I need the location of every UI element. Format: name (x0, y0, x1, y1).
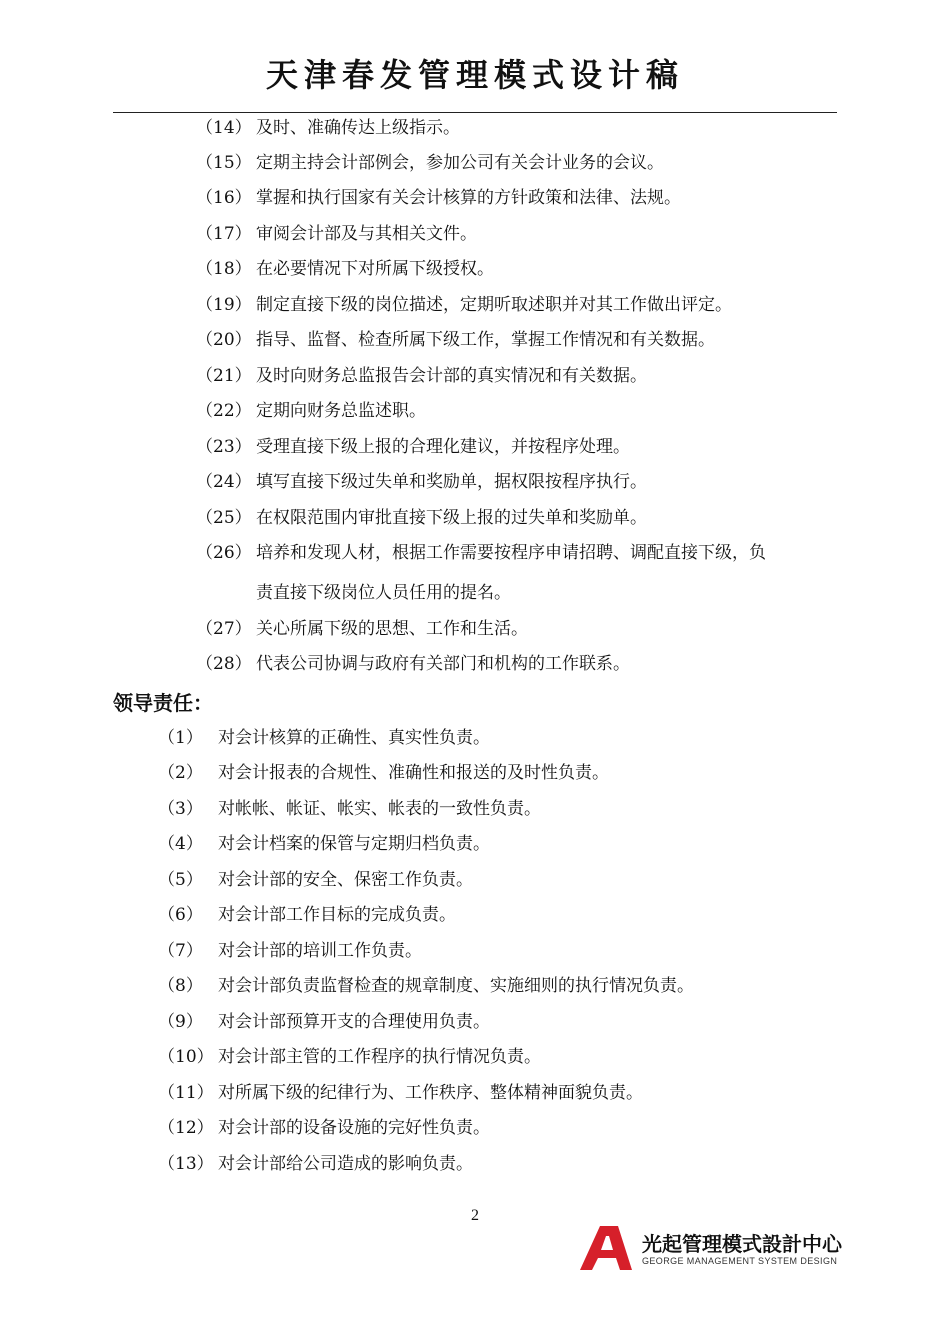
item-number: （8） (158, 976, 203, 996)
item-number: （16） (196, 188, 252, 208)
item-text: 对会计部主管的工作程序的执行情况负责。 (218, 1047, 541, 1067)
item-number: （10） (158, 1047, 214, 1067)
item-text: 对会计部工作目标的完成负责。 (218, 905, 456, 925)
item-number: （23） (196, 437, 252, 457)
item-number: （22） (196, 401, 252, 421)
item-text: 对会计部给公司造成的影响负责。 (218, 1154, 473, 1174)
item-number: （17） (196, 224, 252, 244)
item-text: 及时向财务总监报告会计部的真实情况和有关数据。 (256, 366, 647, 386)
item-text: 对会计部的设备设施的完好性负责。 (218, 1118, 490, 1138)
item-text: 定期主持会计部例会，参加公司有关会计业务的会议。 (256, 153, 664, 173)
item-text: 定期向财务总监述职。 (256, 401, 426, 421)
item-text-continuation: 责直接下级岗位人员任用的提名。 (256, 583, 511, 603)
item-number: （4） (158, 834, 203, 854)
page-title: 天津春发管理模式设计稿 (265, 56, 684, 94)
item-text: 对会计报表的合规性、准确性和报送的及时性负责。 (218, 763, 609, 783)
item-text: 对会计部预算开支的合理使用负责。 (218, 1012, 490, 1032)
item-number: （24） (196, 472, 252, 492)
item-text: 对会计部负责监督检查的规章制度、实施细则的执行情况负责。 (218, 976, 694, 996)
item-text: 掌握和执行国家有关会计核算的方针政策和法律、法规。 (256, 188, 681, 208)
item-text: 填写直接下级过失单和奖励单，据权限按程序执行。 (256, 472, 647, 492)
item-text: 对帐帐、帐证、帐实、帐表的一致性负责。 (218, 799, 541, 819)
item-number: （2） (158, 763, 203, 783)
item-number: （3） (158, 799, 203, 819)
item-text: 在必要情况下对所属下级授权。 (256, 259, 494, 279)
item-number: （26） (196, 543, 252, 563)
item-text: 对所属下级的纪律行为、工作秩序、整体精神面貌负责。 (218, 1083, 643, 1103)
item-text: 培养和发现人材，根据工作需要按程序申请招聘、调配直接下级，负 (256, 543, 766, 563)
item-text: 制定直接下级的岗位描述，定期听取述职并对其工作做出评定。 (256, 295, 732, 315)
item-text: 指导、监督、检查所属下级工作，掌握工作情况和有关数据。 (256, 330, 715, 350)
item-number: （12） (158, 1118, 214, 1138)
item-number: （13） (158, 1154, 214, 1174)
item-number: （7） (158, 941, 203, 961)
item-text: 关心所属下级的思想、工作和生活。 (256, 619, 528, 639)
item-number: （6） (158, 905, 203, 925)
item-number: （14） (196, 118, 252, 138)
item-number: （27） (196, 619, 252, 639)
item-text: 受理直接下级上报的合理化建议，并按程序处理。 (256, 437, 630, 457)
item-text: 审阅会计部及与其相关文件。 (256, 224, 477, 244)
item-number: （5） (158, 870, 203, 890)
company-logo (578, 1226, 840, 1272)
item-text: 对会计部的安全、保密工作负责。 (218, 870, 473, 890)
item-text: 代表公司协调与政府有关部门和机构的工作联系。 (256, 654, 630, 674)
logo-a-icon (578, 1226, 634, 1270)
item-number: （18） (196, 259, 252, 279)
item-number: （21） (196, 366, 252, 386)
logo-english-text: GEORGE MANAGEMENT SYSTEM DESIGN (642, 1256, 838, 1266)
item-text: 对会计部的培训工作负责。 (218, 941, 422, 961)
item-number: （25） (196, 508, 252, 528)
logo-chinese-text: 光起管理模式設計中心 (642, 1232, 842, 1256)
item-number: （15） (196, 153, 252, 173)
page-number: 2 (471, 1207, 479, 1224)
item-number: （20） (196, 330, 252, 350)
item-number: （1） (158, 728, 203, 748)
item-text: 对会计档案的保管与定期归档负责。 (218, 834, 490, 854)
item-text: 及时、准确传达上级指示。 (256, 118, 460, 138)
item-number: （9） (158, 1012, 203, 1032)
item-number: （28） (196, 654, 252, 674)
item-number: （11） (158, 1083, 214, 1103)
item-text: 在权限范围内审批直接下级上报的过失单和奖励单。 (256, 508, 647, 528)
item-text: 对会计核算的正确性、真实性负责。 (218, 728, 490, 748)
section-heading: 领导责任： (113, 691, 213, 715)
item-number: （19） (196, 295, 252, 315)
